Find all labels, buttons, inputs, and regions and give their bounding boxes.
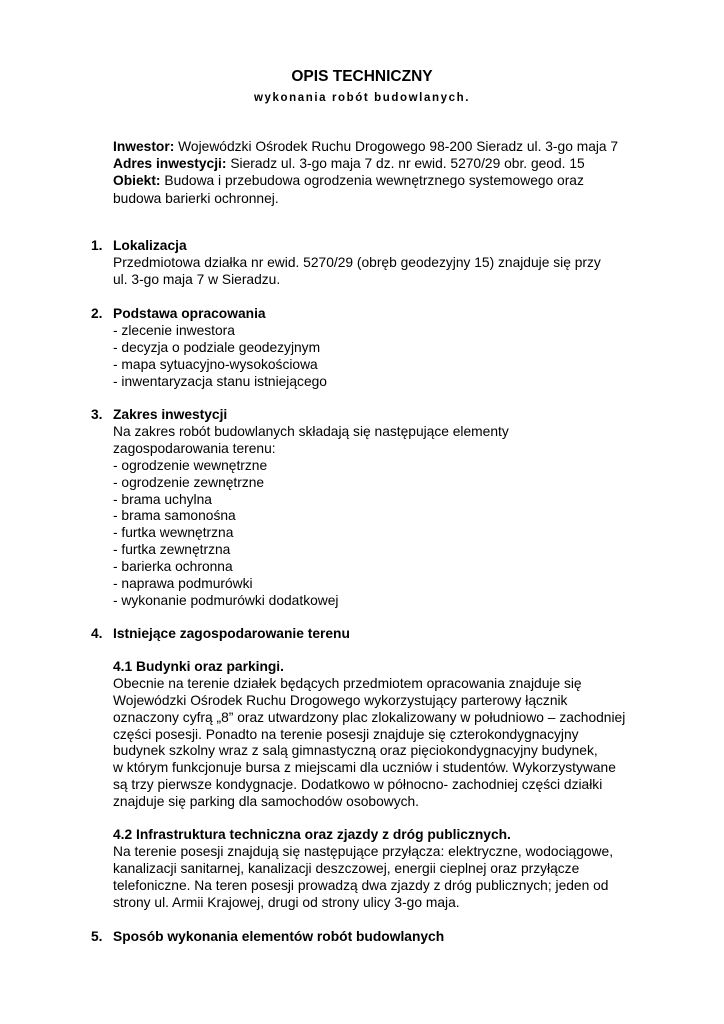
- investor-label: Inwestor:: [113, 139, 175, 154]
- list-item: - naprawa podmurówki: [113, 576, 253, 592]
- section-number: 3.: [91, 407, 103, 422]
- list-item: - wykonanie podmurówki dodatkowej: [113, 592, 339, 608]
- text-line: kanalizacji sanitarnej, kanalizacji deszczowej, energii cieplnej oraz przyłącze: [113, 860, 580, 876]
- object-line-2: budowa barierki ochronnej.: [113, 190, 279, 206]
- list-item: - furtka wewnętrzna: [113, 525, 234, 541]
- address-line: [113, 155, 673, 172]
- object-value: Budowa i przebudowa ogrodzenia wewnętrznego systemowego oraz: [160, 173, 584, 189]
- text-line: Przedmiotowa działka nr ewid. 5270/29 (obręb geodezyjny 15) znajduje się przy: [113, 254, 601, 270]
- investor-line: [113, 138, 673, 155]
- text-line: są trzy pierwsze kondygnacje. Dodatkowo w północno- zachodniej części działki: [113, 777, 603, 793]
- subsection-heading-budynki: 4.1 Budynki oraz parkingi.: [113, 658, 284, 674]
- text-line: ul. 3-go maja 7 w Sieradzu.: [113, 271, 281, 287]
- list-item: - ogrodzenie wewnętrzne: [113, 457, 268, 473]
- section-number: 1.: [91, 238, 103, 253]
- text-line: znajduje się parking dla samochodów osobowych.: [113, 794, 420, 810]
- section-heading: Lokalizacja: [113, 238, 187, 253]
- text-line: budynek szkolny wraz z salą gimnastyczną oraz pięciokondygnacyjny budynek,: [113, 743, 598, 759]
- object-line: [113, 172, 673, 189]
- section-sposob-wykonania: [91, 929, 681, 946]
- text-line: Na zakres robót budowlanych składają się następujące elementy: [113, 423, 509, 439]
- section-heading: Zakres inwestycji: [113, 407, 228, 422]
- section-istniejace-zagospodarowanie: [91, 626, 681, 912]
- list-item: - inwentaryzacja stanu istniejącego: [113, 373, 327, 389]
- document-title: OPIS TECHNICZNY: [291, 68, 433, 85]
- section-zakres-inwestycji: [91, 407, 681, 610]
- section-number: 2.: [91, 306, 103, 321]
- document-subtitle: wykonania robót budowlanych.: [253, 92, 471, 104]
- section-heading: Podstawa opracowania: [113, 306, 266, 321]
- text-line: oznaczony cyfrą „8” oraz utwardzony plac zlokalizowany w południowo – zachodniej: [113, 709, 626, 725]
- section-heading: Sposób wykonania elementów robót budowlanych: [113, 929, 445, 944]
- address-value: Sieradz ul. 3-go maja 7 dz. nr ewid. 5270/29 obr. geod. 15: [226, 156, 585, 172]
- text-line: strony ul. Armii Krajowej, drugi od strony ulicy 3-go maja.: [113, 894, 460, 910]
- list-item: - ogrodzenie zewnętrzne: [113, 474, 265, 490]
- project-metadata: [113, 138, 673, 207]
- list-item: - brama uchylna: [113, 491, 212, 507]
- section-heading: Istniejące zagospodarowanie terenu: [113, 626, 350, 641]
- investor-value: Wojewódzki Ośrodek Ruchu Drogowego 98-200 Sieradz ul. 3-go maja 7: [174, 139, 619, 154]
- text-line: zagospodarowania terenu:: [113, 440, 276, 456]
- object-label: Obiekt:: [113, 173, 161, 189]
- list-item: - furtka zewnętrzna: [113, 542, 231, 558]
- address-label: Adres inwestycji:: [113, 156, 227, 172]
- section-lokalizacja: [91, 238, 681, 289]
- text-line: w którym funkcjonuje bursa z miejscami dla uczniów i studentów. Wykorzystywane: [113, 760, 616, 776]
- list-item: - decyzja o podziale geodezyjnym: [113, 339, 321, 355]
- text-line: Na terenie posesji znajdują się następujące przyłącza: elektryczne, wodociągowe,: [113, 843, 614, 859]
- text-line: części posesji. Ponadto na terenie posesji znajduje się czterokondygnacyjny: [113, 726, 579, 742]
- list-item: - brama samonośna: [113, 508, 236, 524]
- list-item: - barierka ochronna: [113, 559, 233, 575]
- list-item: - zlecenie inwestora: [113, 322, 235, 338]
- section-number: 5.: [91, 929, 103, 944]
- text-line: telefoniczne. Na teren posesji prowadzą dwa zjazdy z dróg publicznych; jeden od: [113, 877, 609, 893]
- text-line: Obecnie na terenie działek będących przedmiotem opracowania znajduje się: [113, 675, 582, 691]
- section-podstawa-opracowania: [91, 306, 681, 391]
- list-item: - mapa sytuacyjno-wysokościowa: [113, 356, 318, 372]
- section-number: 4.: [91, 626, 103, 641]
- text-line: Wojewódzki Ośrodek Ruchu Drogowego wykorzystujący parterowy łącznik: [113, 692, 568, 708]
- subsection-heading-infrastruktura: 4.2 Infrastruktura techniczna oraz zjazdy z dróg publicznych.: [113, 827, 511, 843]
